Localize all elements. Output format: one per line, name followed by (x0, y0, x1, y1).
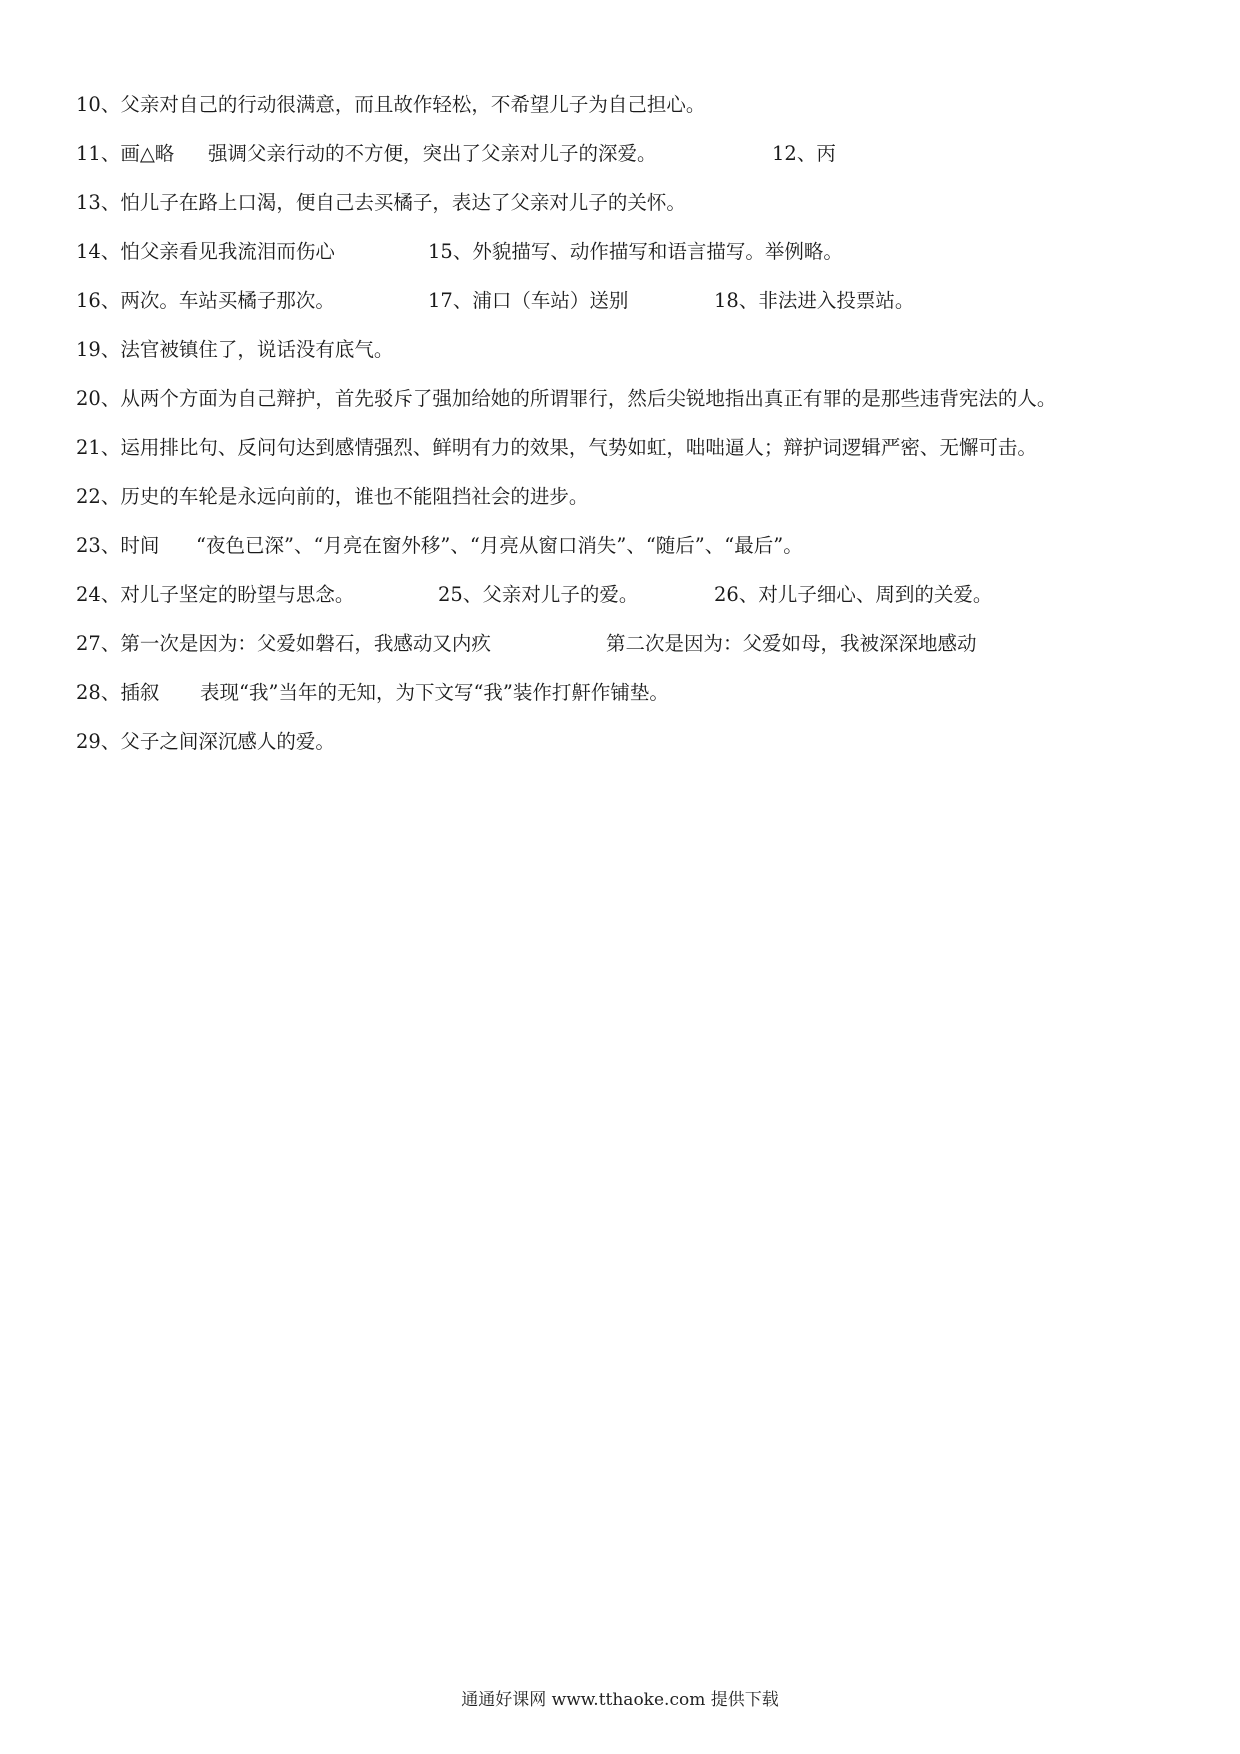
answer-24-26 (76, 582, 1196, 631)
answer-text: 26、对儿子细心、周到的关爱。 (714, 583, 993, 606)
answer-text: 表现“我”当年的无知，为下文写“我”装作打鼾作铺垫。 (200, 681, 669, 704)
answer-text: 16、两次。车站买橘子那次。 (76, 289, 335, 312)
answer-27 (76, 631, 1196, 680)
answer-28 (76, 680, 1196, 729)
answer-text: 29、父子之间深沉感人的爱。 (76, 730, 335, 753)
answer-22 (76, 484, 1196, 533)
answer-text: 18、非法进入投票站。 (714, 289, 915, 312)
answer-text: 24、对儿子坚定的盼望与思念。 (76, 583, 355, 606)
answer-text: 第二次是因为：父爱如母，我被深深地感动 (606, 632, 977, 655)
answer-text: 19、法官被镇住了，说话没有底气。 (76, 338, 394, 361)
answer-16-18 (76, 288, 1196, 337)
answer-text: 28、插叙 (76, 681, 160, 704)
page-footer: 通通好课网 www.tthaoke.com 提供下载 (461, 1690, 779, 1710)
answer-11-12 (76, 141, 1196, 190)
answer-29 (76, 729, 1196, 778)
answer-text: 强调父亲行动的不方便，突出了父亲对儿子的深爱。 (208, 142, 657, 165)
answer-14-15 (76, 239, 1196, 288)
answer-text: 21、运用排比句、反问句达到感情强烈、鲜明有力的效果，气势如虹，咄咄逼人；辩护词逻辑严密、无懈可击。 (76, 436, 1037, 459)
answer-19 (76, 337, 1196, 386)
answer-text: 23、时间 (76, 534, 160, 557)
answer-text: 17、浦口（车站）送别 (428, 289, 629, 312)
answer-text: 10、父亲对自己的行动很满意，而且故作轻松，不希望儿子为自己担心。 (76, 93, 706, 116)
answer-text: 12、丙 (772, 142, 836, 165)
answer-text: 20、从两个方面为自己辩护，首先驳斥了强加给她的所谓罪行，然后尖锐地指出真正有罪的是那些违背宪法的人。 (76, 387, 1057, 410)
answer-20 (76, 386, 1196, 435)
answer-text: 11、画△略 (76, 142, 175, 165)
answer-13 (76, 190, 1196, 239)
answer-text: 25、父亲对儿子的爱。 (438, 583, 639, 606)
answer-text: 15、外貌描写、动作描写和语言描写。举例略。 (428, 240, 843, 263)
answer-10 (76, 92, 1196, 141)
answer-21 (76, 435, 1196, 484)
answer-list (76, 92, 1196, 778)
answer-text: 22、历史的车轮是永远向前的，谁也不能阻挡社会的进步。 (76, 485, 589, 508)
answer-text: 14、怕父亲看见我流泪而伤心 (76, 240, 335, 263)
answer-text: “夜色已深”、“月亮在窗外移”、“月亮从窗口消失”、“随后”、“最后”。 (196, 534, 803, 557)
answer-23 (76, 533, 1196, 582)
answer-text: 27、第一次是因为：父爱如磐石，我感动又内疚 (76, 632, 491, 655)
answer-text: 13、怕儿子在路上口渴，便自己去买橘子，表达了父亲对儿子的关怀。 (76, 191, 686, 214)
